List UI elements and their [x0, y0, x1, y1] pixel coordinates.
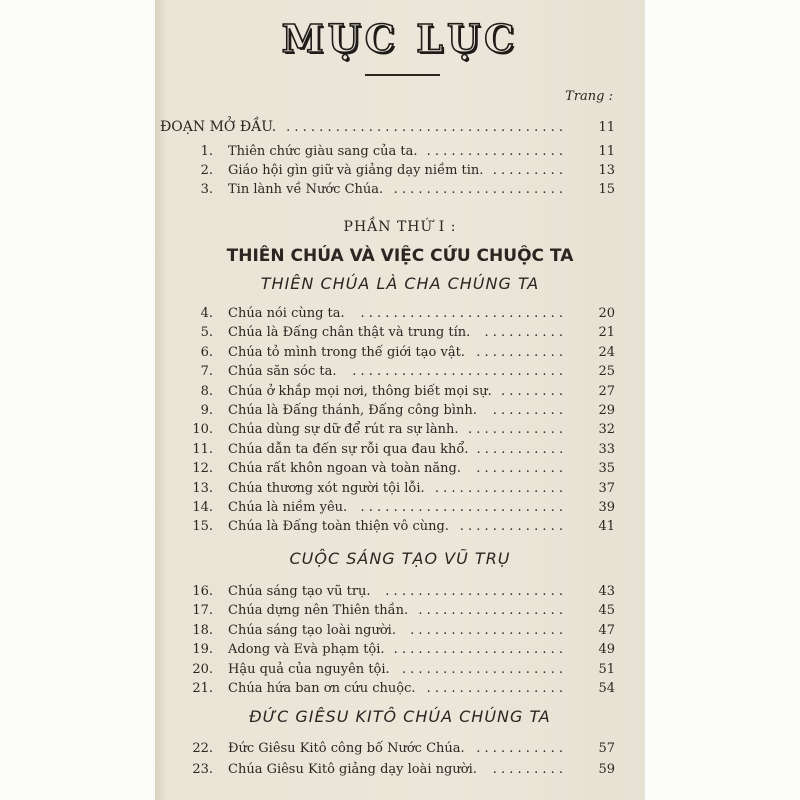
title-divider: [365, 74, 440, 76]
toc-entry: [155, 518, 645, 536]
entry-number: 22.: [192, 741, 213, 756]
toc-entry: [155, 162, 645, 180]
toc-entry: [155, 480, 645, 498]
entry-number: 18.: [192, 623, 213, 638]
dot-leader: . . . . . . . . . . .: [476, 442, 563, 457]
dot-leader: . . . . . . . . . . .: [476, 461, 563, 476]
entry-page: 25: [598, 364, 615, 379]
toc-entry: [155, 143, 645, 161]
entry-text: Chúa tỏ mình trong thế giới tạo vật.: [228, 345, 465, 360]
entry-page: 37: [598, 481, 615, 496]
entry-text: Chúa là niềm yêu.: [228, 500, 348, 515]
dot-leader: . . . . . . . . . . .: [476, 345, 563, 360]
dot-leader: . . . . . . . . . . . . . . . .: [434, 481, 563, 496]
entry-page: 45: [598, 603, 615, 618]
page-column-label: Trang :: [565, 89, 613, 104]
entry-text: Tin lành về Nước Chúa.: [228, 182, 384, 197]
entry-number: 16.: [192, 584, 213, 599]
dot-leader: . . . . . . . . . . . . . . . . . . . . . . . . .: [360, 500, 563, 515]
dot-leader: . . . . . . . . . . . . . . . . . . . . .: [393, 642, 563, 657]
dot-leader: . . . . . . . .: [501, 384, 563, 399]
entry-number: 9.: [200, 403, 213, 418]
entry-text: Chúa là Đấng chân thật và trung tín.: [228, 325, 471, 340]
toc-entry: [155, 344, 645, 362]
entry-page: 47: [598, 623, 615, 638]
toc-entry: [155, 499, 645, 517]
entry-text: Chúa là Đấng toàn thiện vô cùng.: [228, 519, 449, 534]
entry-page: 35: [598, 461, 615, 476]
entry-number: 12.: [192, 461, 213, 476]
entry-number: 4.: [200, 306, 213, 321]
toc-entry: [155, 740, 645, 758]
dot-leader: . . . . . . . . . . . . . . . . . . . . .: [393, 182, 563, 197]
entry-text: Chúa nói cùng ta.: [228, 306, 345, 321]
part-heading: THIÊN CHÚA VÀ VIỆC CỨU CHUỘC TA: [226, 246, 574, 266]
entry-page: 43: [598, 584, 615, 599]
dot-leader: . . . . . . . . . . . . . . . . . . . .: [401, 662, 563, 677]
entry-number: 3.: [200, 182, 213, 197]
entry-text: Chúa sáng tạo loài người.: [228, 623, 396, 638]
toc-entry: [155, 761, 645, 779]
entry-text: Hậu quả của nguyên tội.: [228, 662, 390, 677]
entry-text: Đức Giêsu Kitô công bố Nước Chúa.: [228, 741, 465, 756]
entry-text: Chúa thương xót người tội lỗi.: [228, 481, 425, 496]
dot-leader: . . . . . . . . .: [492, 403, 563, 418]
entry-number: 20.: [192, 662, 213, 677]
toc-entry: [155, 402, 645, 420]
dot-leader: . . . . . . . . . . .: [476, 741, 563, 756]
entry-page: 49: [598, 642, 615, 657]
entry-number: 11.: [192, 442, 213, 457]
entry-number: 19.: [192, 642, 213, 657]
entry-text: Chúa săn sóc ta.: [228, 364, 337, 379]
entry-number: 17.: [192, 603, 213, 618]
entry-number: 23.: [192, 762, 213, 777]
entry-page: 13: [598, 163, 615, 178]
dot-leader: . . . . . . . . . . . . . . . . .: [426, 681, 563, 696]
entry-page: 59: [598, 762, 615, 777]
entry-number: 13.: [192, 481, 213, 496]
entry-number: 10.: [192, 422, 213, 437]
toc-entry: [155, 421, 645, 439]
entry-text: Thiên chức giàu sang của ta.: [228, 144, 418, 159]
section-title: ĐỨC GIÊSU KITÔ CHÚA CHÚNG TA: [249, 707, 551, 726]
entry-page: 32: [598, 422, 615, 437]
entry-page: 54: [598, 681, 615, 696]
dot-leader: . . . . . . . . .: [492, 163, 563, 178]
dot-leader: . . . . . . . . . . . . . . . . . . . . . . . . .: [360, 306, 563, 321]
toc-entry: [155, 661, 645, 679]
entry-page: 11: [598, 144, 615, 159]
toc-entry: [155, 383, 645, 401]
entry-page: 57: [598, 741, 615, 756]
entry-text: Adong và Evà phạm tội.: [228, 642, 385, 657]
entry-page: 27: [598, 384, 615, 399]
dot-leader: . . . . . . . . . . . . . . . . .: [426, 144, 563, 159]
entry-text: Chúa rất khôn ngoan và toàn năng.: [228, 461, 461, 476]
page-title: MỤC LỤC: [281, 16, 519, 61]
entry-text: Chúa dẫn ta đến sự rỗi qua đau khổ.: [228, 442, 469, 457]
toc-entry: [155, 305, 645, 323]
part-label: PHẦN THỨ I :: [343, 219, 457, 235]
dot-leader: . . . . . . . . . . . . . . . . . . . . . .: [385, 584, 563, 599]
section-title: THIÊN CHÚA LÀ CHA CHÚNG TA: [260, 274, 540, 293]
toc-entry: [155, 181, 645, 199]
entry-page: 51: [598, 662, 615, 677]
toc-entry: [155, 441, 645, 459]
entry-page: 29: [598, 403, 615, 418]
entry-text: Chúa dùng sự dữ để rút ra sự lành.: [228, 422, 459, 437]
entry-number: 14.: [192, 500, 213, 515]
dot-leader: . . . . . . . . . . . . . . . . . . . . . . . . . .: [352, 364, 563, 379]
toc-entry-intro: [155, 118, 645, 136]
entry-number: 7.: [200, 364, 213, 379]
entry-number: 21.: [192, 681, 213, 696]
dot-leader: . . . . . . . . . . . . . . . . . .: [418, 603, 563, 618]
entry-page: 24: [598, 345, 615, 360]
entry-text: Giáo hội gìn giữ và giảng dạy niềm tin.: [228, 163, 484, 178]
entry-page: 15: [598, 182, 615, 197]
entry-number: 1.: [200, 144, 213, 159]
toc-entry: [155, 680, 645, 698]
dot-leader: . . . . . . . . . .: [484, 325, 563, 340]
entry-text: Chúa là Đấng thánh, Đấng công bình.: [228, 403, 477, 418]
entry-number: 15.: [192, 519, 213, 534]
entry-number: 2.: [200, 163, 213, 178]
toc-entry: [155, 602, 645, 620]
dot-leader: . . . . . . . . . . . . . . . . . . .: [410, 623, 563, 638]
entry-page: 20: [598, 306, 615, 321]
entry-page: 33: [598, 442, 615, 457]
entry-text: Chúa hứa ban ơn cứu chuộc.: [228, 681, 416, 696]
dot-leader: . . . . . . . . . . . . . . . . . . . . . . . . . . . . . . . . . .: [286, 120, 563, 135]
entry-number: 5.: [200, 325, 213, 340]
dot-leader: . . . . . . . . .: [492, 762, 563, 777]
entry-number: 6.: [200, 345, 213, 360]
entry-text: ĐOẠN MỞ ĐẦU.: [160, 119, 277, 135]
toc-entry: [155, 363, 645, 381]
entry-page: 39: [598, 500, 615, 515]
entry-text: Chúa ở khắp mọi nơi, thông biết mọi sự.: [228, 384, 492, 399]
section-title: CUỘC SÁNG TẠO VŨ TRỤ: [289, 549, 511, 568]
toc-entry: [155, 641, 645, 659]
toc-entry: [155, 460, 645, 478]
entry-page: 21: [598, 325, 615, 340]
entry-text: Chúa dựng nên Thiên thần.: [228, 603, 409, 618]
entry-page: 11: [598, 120, 615, 135]
entry-text: Chúa sáng tạo vũ trụ.: [228, 584, 371, 599]
dot-leader: . . . . . . . . . . . .: [467, 422, 563, 437]
book-page: [155, 0, 645, 800]
entry-number: 8.: [200, 384, 213, 399]
dot-leader: . . . . . . . . . . . . .: [459, 519, 563, 534]
toc-entry: [155, 583, 645, 601]
toc-entry: [155, 622, 645, 640]
entry-page: 41: [598, 519, 615, 534]
toc-entry: [155, 324, 645, 342]
entry-text: Chúa Giêsu Kitô giảng dạy loài người.: [228, 762, 477, 777]
